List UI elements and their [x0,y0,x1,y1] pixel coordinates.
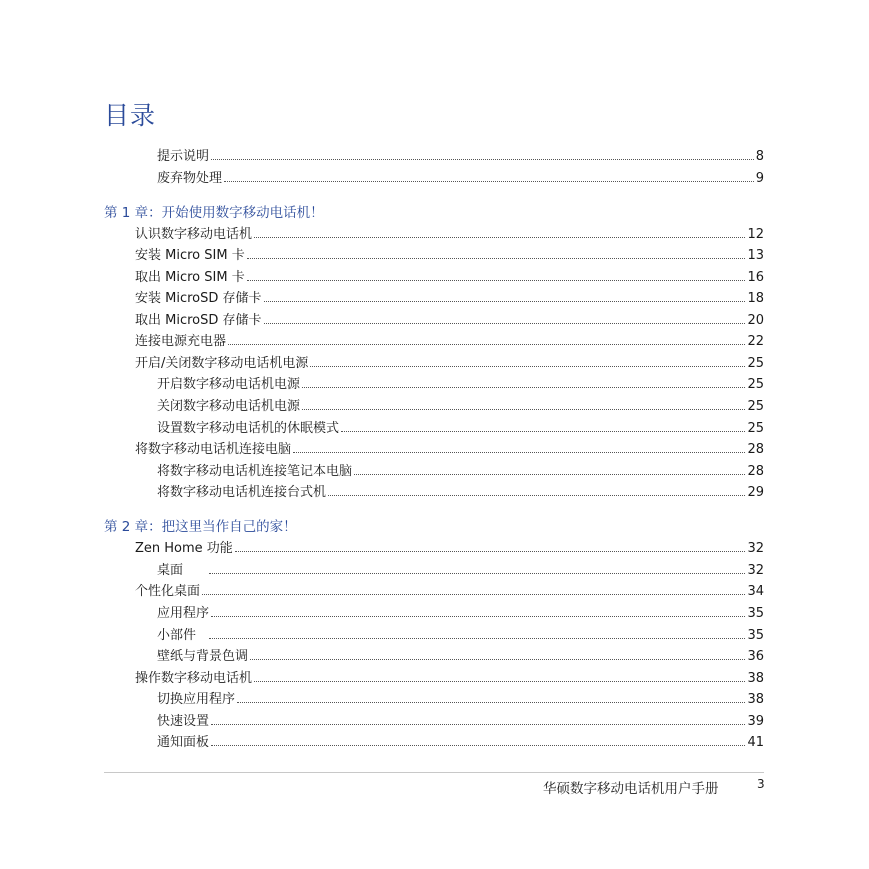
toc-entry-label: 操作数字移动电话机 [135,671,253,686]
toc-entry-page: 9 [755,171,764,186]
toc-entry[interactable] [135,227,764,243]
toc-entry-label: 设置数字移动电话机的休眠模式 [157,421,340,436]
toc-entry[interactable] [135,442,764,458]
toc-entry-label: 壁纸与背景色调 [157,649,249,664]
toc-entry-label: 将数字移动电话机连接笔记本电脑 [157,464,353,479]
toc-entry[interactable] [135,541,764,557]
toc-entry-label: 开启数字移动电话机电源 [157,377,301,392]
toc-entry-label: 应用程序 [157,606,210,621]
dot-leader [228,343,745,345]
toc-entry-page: 20 [747,313,764,328]
dot-leader [224,180,754,182]
toc-entry-label: 小部件 [157,628,197,643]
toc-entry-label: 安装 Micro SIM 卡 [135,248,245,263]
toc-entry[interactable] [157,628,764,644]
toc-entry[interactable] [157,714,764,730]
toc-entry-page: 29 [747,485,764,500]
dot-leader [202,593,745,595]
toc-entry[interactable] [157,735,764,751]
dot-leader [302,408,745,410]
toc-entry-page: 22 [747,334,764,349]
dot-leader [209,572,745,574]
toc-entry[interactable] [157,563,764,579]
toc-entry[interactable] [135,313,764,329]
toc-entry-page: 36 [747,649,764,664]
dot-leader [237,701,745,703]
toc-entry-page: 38 [747,692,764,707]
toc-entry[interactable] [157,421,764,437]
dot-leader [247,279,746,281]
toc-entry-page: 16 [747,270,764,285]
toc-entry-page: 12 [747,227,764,242]
toc-entry-label: 取出 MicroSD 存储卡 [135,313,262,328]
toc-entry[interactable] [135,584,764,600]
toc-entry-label: 关闭数字移动电话机电源 [157,399,301,414]
toc-entry[interactable] [135,671,764,687]
toc-entry-page: 32 [747,541,764,556]
toc-entry[interactable] [157,171,764,187]
toc-entry-page: 18 [747,291,764,306]
toc-entry[interactable] [135,334,764,350]
dot-leader [209,637,745,639]
toc-entry[interactable] [157,606,764,622]
dot-leader [328,494,745,496]
dot-leader [264,322,746,324]
toc-entry[interactable] [157,692,764,708]
toc-entry-label: 取出 Micro SIM 卡 [135,270,245,285]
footer-manual-title: 华硕数字移动电话机用户手册 [543,781,719,797]
toc-entry-page: 32 [747,563,764,578]
toc-entry-label: 废弃物处理 [157,171,223,186]
toc-entry-page: 25 [747,421,764,436]
toc-entry-page: 41 [747,735,764,750]
toc-entry[interactable] [157,649,764,665]
toc-entry-page: 25 [747,377,764,392]
toc-entry-label: 认识数字移动电话机 [135,227,253,242]
toc-entry-label: 快速设置 [157,714,210,729]
toc-entry-page: 34 [747,584,764,599]
dot-leader [235,550,746,552]
footer-divider [104,772,764,773]
chapter-heading[interactable]: 第 1 章：开始使用数字移动电话机！ [104,205,324,221]
toc-entry[interactable] [135,248,764,264]
dot-leader [254,680,745,682]
dot-leader [250,658,745,660]
toc-entry[interactable] [135,270,764,286]
dot-leader [264,300,746,302]
page-title: 目录 [104,101,157,130]
toc-entry-label: 桌面 [157,563,184,578]
dot-leader [293,451,745,453]
dot-leader [211,723,745,725]
toc-entry[interactable] [157,399,764,415]
toc-entry-label: 将数字移动电话机连接电脑 [135,442,292,457]
toc-entry-label: 开启/关闭数字移动电话机电源 [135,356,309,371]
dot-leader [302,386,745,388]
dot-leader [247,257,746,259]
footer-page-number: 3 [757,777,765,791]
toc-entry[interactable] [135,291,764,307]
toc-entry-label: 提示说明 [157,149,210,164]
toc-entry-label: Zen Home 功能 [135,541,233,556]
toc-entry-page: 25 [747,399,764,414]
toc-entry[interactable] [157,485,764,501]
toc-entry-page: 8 [755,149,764,164]
toc-entry-page: 35 [747,606,764,621]
toc-entry-page: 25 [747,356,764,371]
toc-entry-page: 28 [747,442,764,457]
toc-entry[interactable] [157,464,764,480]
toc-entry-label: 通知面板 [157,735,210,750]
chapter-heading[interactable]: 第 2 章：把这里当作自己的家！ [104,519,297,535]
dot-leader [254,236,745,238]
dot-leader [310,365,745,367]
toc-entry-page: 13 [747,248,764,263]
toc-entry-page: 38 [747,671,764,686]
dot-leader [211,158,754,160]
toc-entry[interactable] [157,149,764,165]
toc-entry[interactable] [157,377,764,393]
toc-entry[interactable] [135,356,764,372]
dot-leader [211,744,745,746]
toc-entry-label: 安装 MicroSD 存储卡 [135,291,262,306]
toc-entry-label: 个性化桌面 [135,584,201,599]
toc-entry-label: 将数字移动电话机连接台式机 [157,485,327,500]
toc-entry-page: 39 [747,714,764,729]
toc-entry-label: 连接电源充电器 [135,334,227,349]
toc-entry-label: 切换应用程序 [157,692,236,707]
dot-leader [341,430,745,432]
toc-entry-page: 28 [747,464,764,479]
dot-leader [211,615,745,617]
dot-leader [354,473,745,475]
toc-entry-page: 35 [747,628,764,643]
